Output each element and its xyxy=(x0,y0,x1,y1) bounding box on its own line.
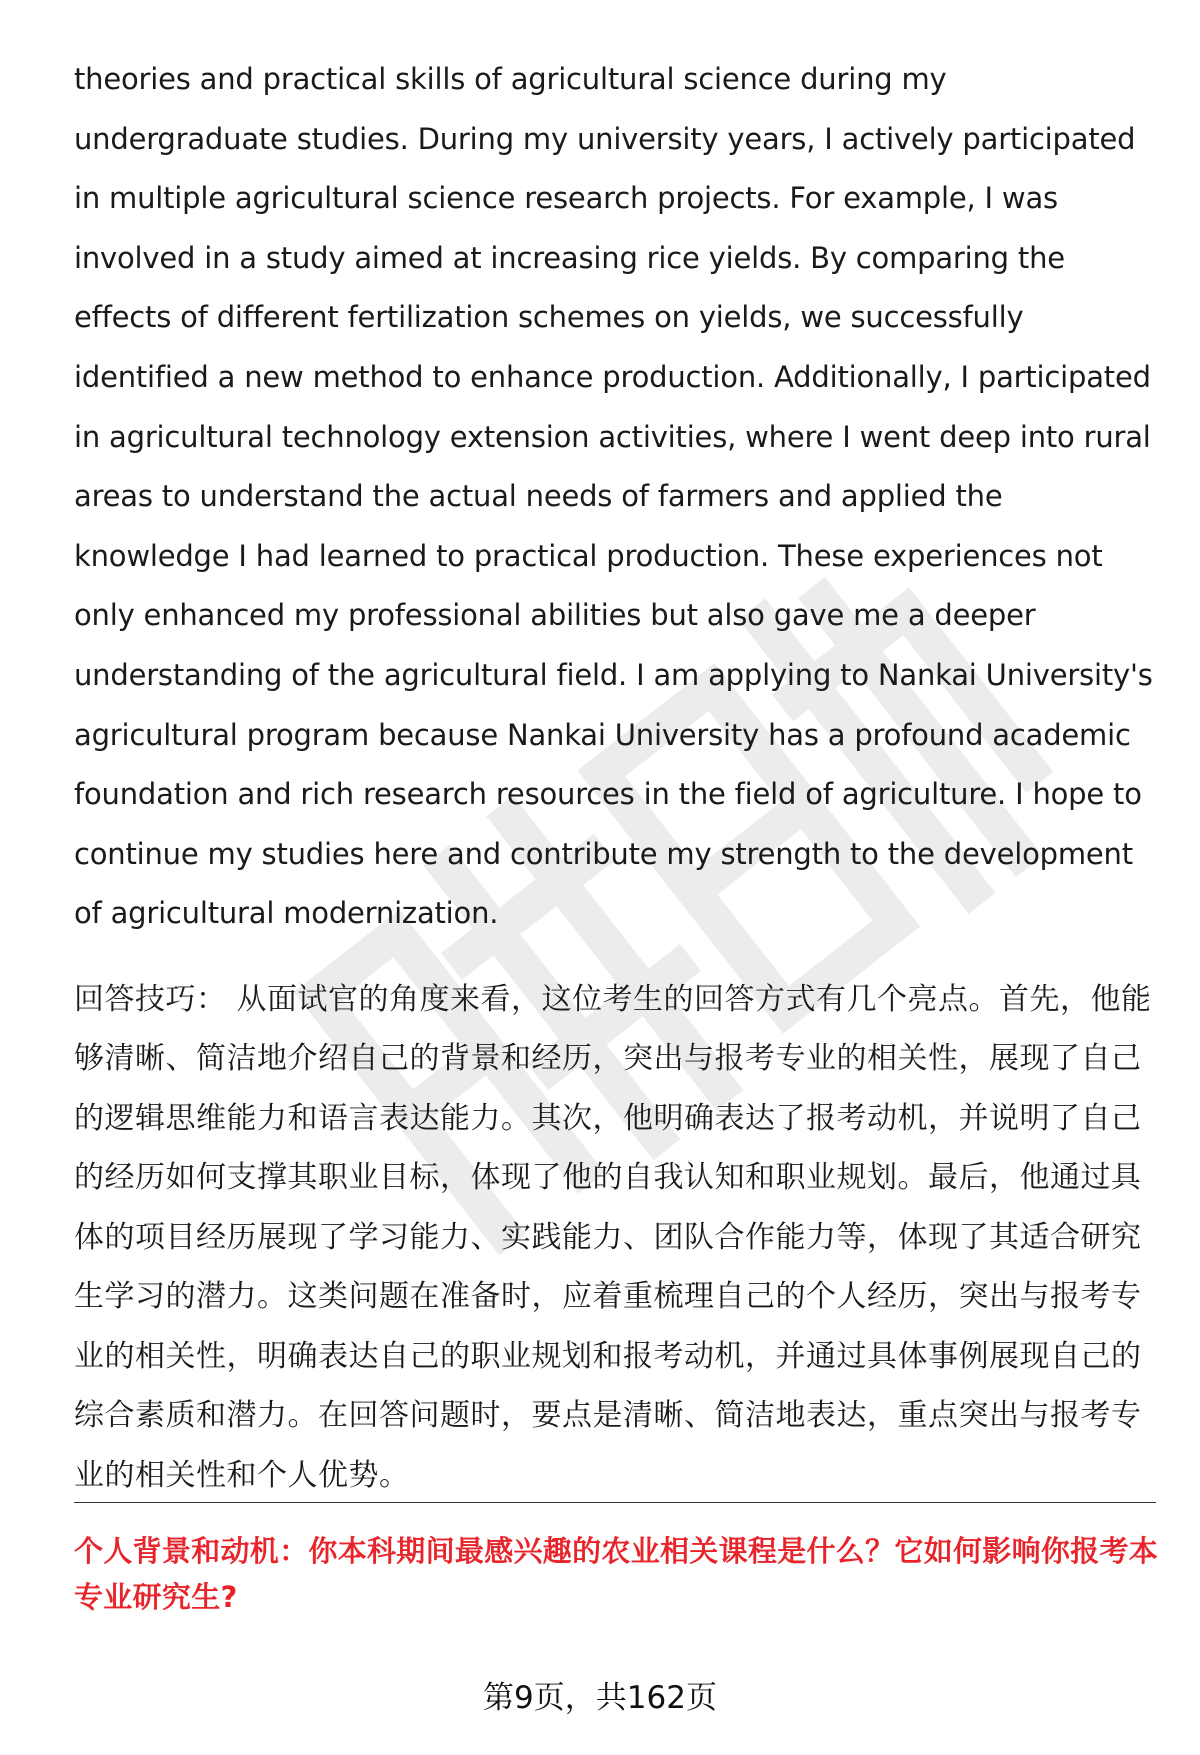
answer-tips-paragraph: 回答技巧： 从面试官的角度来看，这位考生的回答方式有几个亮点。首先，他能够清晰、简洁地介绍自己的背景和经历，突出与报考专业的相关性，展现了自己的逻辑思维能力和语言表达能力。其次，他明确表达了报考动机，并说明了自己的经历如何支撑其职业目标，体现了他的自我认知和职业规划。最后，他通过具体的项目经历展现了学习能力、实践能力、团队合作能力等，体现了其适合研究生学习的潜力。这类问题在准备时，应着重梳理自己的个人经历，突出与报考专业的相关性，明确表达自己的职业规划和报考动机，并通过具体事例展现自己的综合素质和潜力。在回答问题时，要点是清晰、简洁地表达，重点突出与报考专业的相关性和个人优势。 xyxy=(74,981,1152,1493)
section-divider xyxy=(74,1502,1156,1503)
document-body xyxy=(74,50,1164,1505)
next-question-heading: 个人背景和动机：你本科期间最感兴趣的农业相关课程是什么？它如何影响你报考本专业研究生? xyxy=(74,1534,1159,1614)
english-answer-paragraph: theories and practical skills of agricultural science during my undergraduate studies. During my university years, I actively participated in multiple agricultural science research projects. For example, I was involved in a study aimed at increasing rice yields. By comparing the effects of different fertilization schemes on yields, we successfully identified a new method to enhance production. Additionally, I participated in agricultural technology extension activities, where I went deep into rural areas to understand the actual needs of farmers and applied the knowledge I had learned to practical production. These experiences not only enhanced my professional abilities but also gave me a deeper understanding of the agricultural field. I am applying to Nankai University's agricultural program because Nankai University has a profound academic foundation and rich research resources in the field of agriculture. I hope to continue my studies here and contribute my strength to the development of agricultural modernization. xyxy=(74,62,1153,931)
page-number-footer: 第9页，共162页 xyxy=(483,1680,717,1716)
